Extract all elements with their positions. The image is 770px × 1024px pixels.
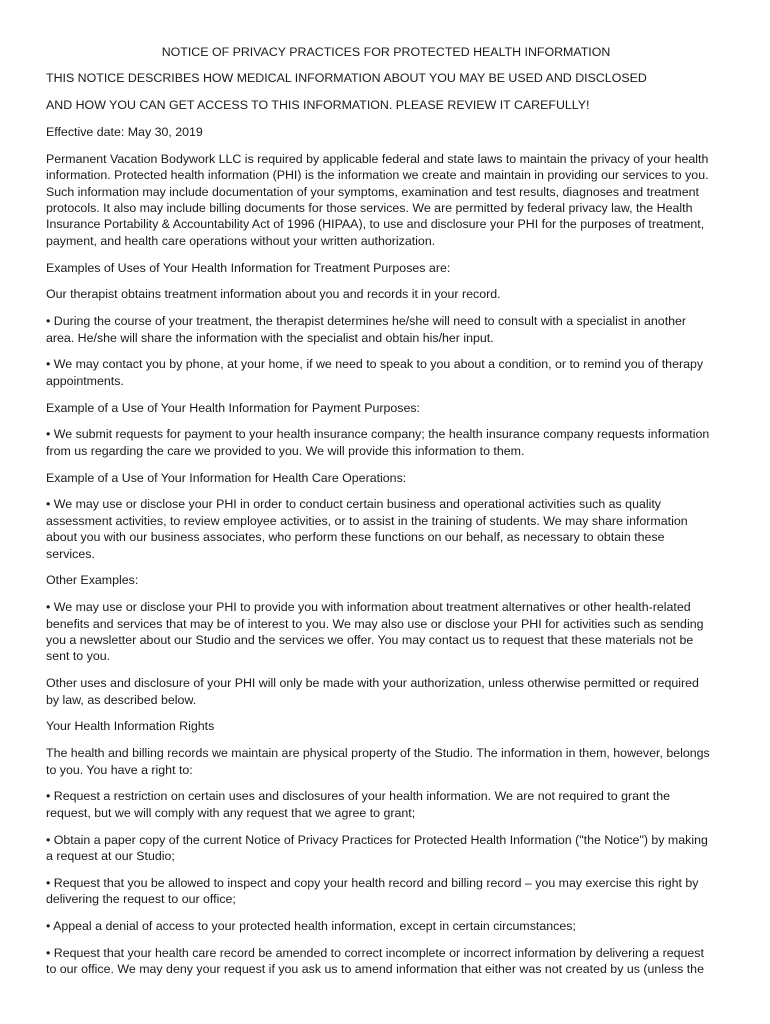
text-line: • During the course of your treatment, the therapist determines he/she will need to consult with a specialist in another: [46, 314, 687, 329]
document-title: NOTICE OF PRIVACY PRACTICES FOR PROTECTED HEALTH INFORMATION: [161, 45, 611, 59]
text-line: Permanent Vacation Bodywork LLC is required by applicable federal and state laws to maintain the privacy of your health: [46, 151, 709, 166]
text-line: • We may contact you by phone, at your home, if we need to speak to you about a condition, or to remind you of therapy: [46, 357, 704, 372]
paragraph: [46, 313, 726, 346]
text-line: delivering the request to our office;: [46, 892, 236, 907]
text-line: Our therapist obtains treatment information about you and records it in your record.: [46, 287, 501, 302]
text-line: sent to you.: [46, 649, 111, 664]
text-line: services.: [46, 546, 95, 561]
text-line: appointments.: [46, 373, 124, 388]
text-line: area. He/she will share the information with the specialist and obtain his/her input.: [46, 330, 494, 345]
text-line: payment, and health care operations without your written authorization.: [46, 233, 436, 248]
text-line: assessment activities, to review employee activities, or to assist in the training of students. We may share information: [46, 513, 688, 528]
text-line: request, but we will comply with any request that we agree to grant;: [46, 805, 416, 820]
text-line: Other Examples:: [46, 573, 139, 588]
text-line: a request at our Studio;: [46, 849, 175, 864]
text-line: Insurance Portability & Accountability Act of 1996 (HIPAA), to use and disclosure your PHI for the purposes of treatment,: [46, 217, 705, 232]
text-line: from us regarding the care we provided to you. We will provide this information to them.: [46, 443, 525, 458]
text-line: Such information may include documentation of your symptoms, examination and test results, diagnoses and treatment: [46, 184, 699, 199]
text-line: Effective date: May 30, 2019: [46, 125, 203, 139]
text-line: Examples of Uses of Your Health Information for Treatment Purposes are:: [46, 260, 451, 275]
text-line: Your Health Information Rights: [46, 719, 215, 734]
text-line: Example of a Use of Your Information for Health Care Operations:: [46, 470, 407, 485]
text-line: Example of a Use of Your Health Information for Payment Purposes:: [46, 400, 420, 415]
text-line: by law, as described below.: [46, 692, 197, 707]
text-line: to our office. We may deny your request if you ask us to amend information that either was not created by us (unless the: [46, 962, 704, 977]
paragraph: [46, 572, 726, 588]
text-line: • Request that your health care record be amended to correct incomplete or incorrect information by delivering a request: [46, 945, 704, 960]
paragraph: [46, 496, 726, 562]
text-line: information. Protected health information (PHI) is the information we create and maintain in providing our services to you.: [46, 168, 709, 183]
text-line: • We submit requests for payment to your health insurance company; the health insurance company requests information: [46, 427, 710, 442]
text-line: AND HOW YOU CAN GET ACCESS TO THIS INFORMATION. PLEASE REVIEW IT CAREFULLY!: [46, 98, 590, 113]
text-line: • Appeal a denial of access to your protected health information, except in certain circumstances;: [46, 919, 576, 934]
paragraph: [46, 918, 726, 934]
document-page: [46, 44, 726, 988]
paragraph: [46, 832, 726, 865]
paragraph: [46, 945, 726, 978]
text-line: about you with our business associates, who perform these functions on our behalf, as necessary to obtain these: [46, 530, 665, 545]
text-line: • We may use or disclose your PHI to provide you with information about treatment alternatives or other health-related: [46, 600, 691, 615]
paragraph: [46, 788, 726, 821]
text-line: benefits and services that may be of interest to you. We may also use or disclose your PHI for activities such as sending: [46, 616, 704, 631]
text-line: to you. You have a right to:: [46, 762, 193, 777]
paragraph: [46, 599, 726, 665]
text-line: • Obtain a paper copy of the current Notice of Privacy Practices for Protected Health Information ("the Notice") by making: [46, 832, 708, 847]
paragraph: [46, 400, 726, 416]
paragraph: [46, 151, 726, 249]
paragraph: [46, 356, 726, 389]
text-line: THIS NOTICE DESCRIBES HOW MEDICAL INFORMATION ABOUT YOU MAY BE USED AND DISCLOSED: [46, 71, 647, 86]
paragraph: [46, 97, 726, 113]
paragraph: [46, 745, 726, 778]
text-line: • We may use or disclose your PHI in order to conduct certain business and operational activities such as quality: [46, 497, 662, 512]
text-line: • Request a restriction on certain uses and disclosures of your health information. We are not required to grant the: [46, 789, 670, 804]
document-body: [46, 70, 726, 977]
paragraph: [46, 675, 726, 708]
paragraph: [46, 718, 726, 734]
text-line: protocols. It also may include billing documents for those services. We are permitted by federal privacy law, the Health: [46, 201, 693, 216]
paragraph: [46, 260, 726, 276]
text-line: • Request that you be allowed to inspect and copy your health record and billing record – you may exercise this right by: [46, 875, 699, 890]
paragraph: [46, 470, 726, 486]
text-line: Other uses and disclosure of your PHI will only be made with your authorization, unless otherwise permitted or required: [46, 676, 699, 691]
paragraph: [46, 426, 726, 459]
text-line: you a newsletter about our Studio and the services we offer. You may contact us to request that these materials not be: [46, 633, 694, 648]
paragraph: [46, 875, 726, 908]
paragraph: [46, 70, 726, 86]
text-line: The health and billing records we maintain are physical property of the Studio. The information in them, however, belongs: [46, 746, 710, 761]
paragraph: [46, 124, 726, 140]
paragraph: [46, 286, 726, 302]
